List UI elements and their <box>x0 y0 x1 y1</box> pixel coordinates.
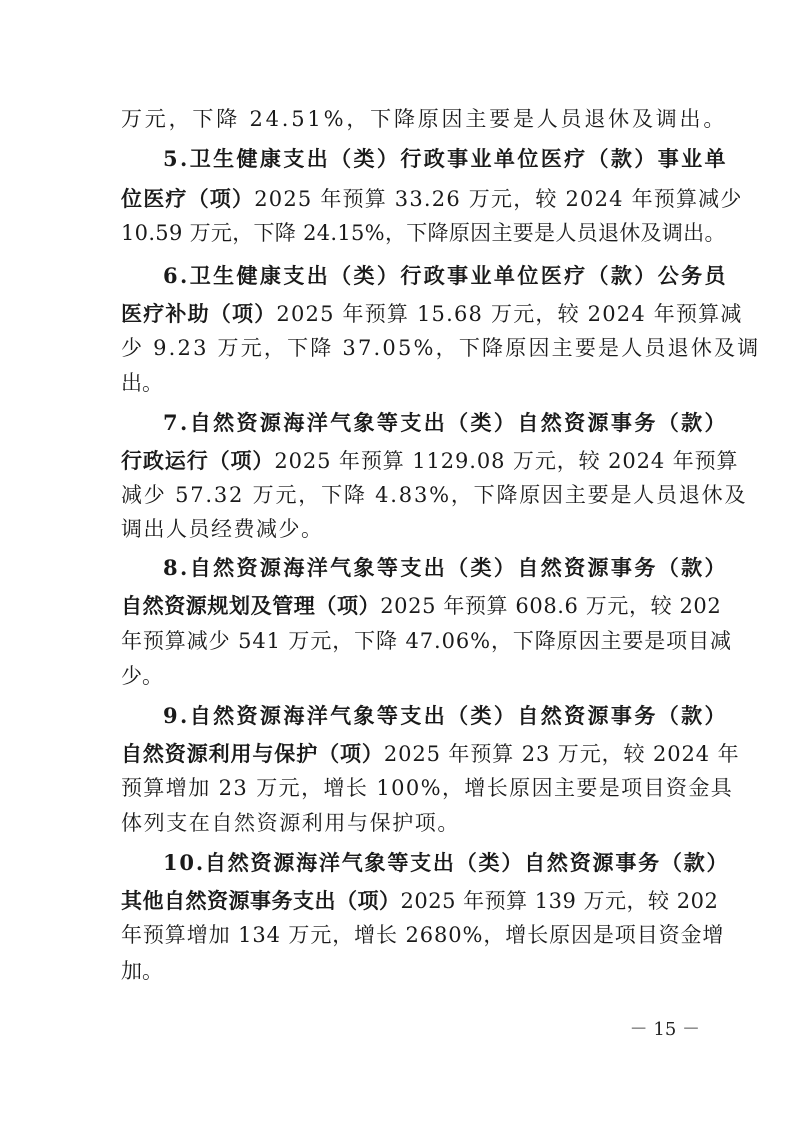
text-line <box>0 301 793 327</box>
line-text: 出。 <box>121 371 163 395</box>
text-line <box>0 410 793 436</box>
line-text: 调出人员经费减少。 <box>121 517 324 541</box>
line-text: 万元，下降 24.51%，下降原因主要是人员退休及调出。 <box>121 107 728 131</box>
line-text: 加。 <box>121 959 163 983</box>
line-text: 2025 年预算 608.6 万元，较 202 <box>380 594 722 618</box>
line-text: 10.59 万元，下降 24.15%，下降原因主要是人员退休及调出。 <box>121 221 726 245</box>
item-heading: 10.自然资源海洋气象等支出（类）自然资源事务（款） <box>163 850 730 875</box>
text-line <box>0 922 793 948</box>
text-line <box>0 370 793 396</box>
text-line <box>0 775 793 801</box>
text-line <box>0 106 793 132</box>
line-text: 2025 年预算 33.26 万元，较 2024 年预算减少 <box>254 187 743 211</box>
text-line <box>0 703 793 729</box>
text-line <box>0 663 793 689</box>
line-text: 体列支在自然资源利用与保护项。 <box>121 811 460 835</box>
text-line <box>0 593 793 619</box>
item-heading: 医疗补助（项） <box>121 301 277 326</box>
item-heading: 自然资源利用与保护（项） <box>121 741 384 766</box>
item-heading: 5.卫生健康支出（类）行政事业单位医疗（款）事业单 <box>163 146 728 171</box>
item-heading: 6.卫生健康支出（类）行政事业单位医疗（款）公务员 <box>163 263 728 288</box>
text-line <box>0 850 793 876</box>
text-line <box>0 263 793 289</box>
line-text: 年预算减少 541 万元，下降 47.06%，下降原因主要是项目减 <box>121 629 732 653</box>
line-text: 2025 年预算 23 万元，较 2024 年 <box>383 742 740 766</box>
item-heading: 其他自然资源事务支出（项） <box>121 888 401 913</box>
line-text: 2025 年预算 139 万元，较 202 <box>400 889 719 913</box>
text-line <box>0 516 793 542</box>
line-text: 少 9.23 万元，下降 37.05%，下降原因主要是人员退休及调 <box>121 336 761 360</box>
text-line <box>0 628 793 654</box>
text-line <box>0 335 793 361</box>
line-text: 2025 年预算 1129.08 万元，较 2024 年预算 <box>274 449 739 473</box>
item-heading: 行政运行（项） <box>121 448 275 473</box>
text-line <box>0 555 793 581</box>
text-line <box>0 186 793 212</box>
line-text: 年预算增加 134 万元，增长 2680%，增长原因是项目资金增 <box>121 923 725 947</box>
text-line <box>0 741 793 767</box>
line-text: 减少 57.32 万元，下降 4.83%，下降原因主要是人员退休及 <box>121 483 748 507</box>
text-line <box>0 146 793 172</box>
text-line <box>0 448 793 474</box>
text-line <box>0 958 793 984</box>
page-number: － 15 － <box>629 1019 700 1040</box>
text-line <box>0 482 793 508</box>
item-heading: 9.自然资源海洋气象等支出（类）自然资源事务（款） <box>163 703 728 728</box>
item-heading: 自然资源规划及管理（项） <box>121 593 381 618</box>
text-line <box>0 810 793 836</box>
item-heading: 7.自然资源海洋气象等支出（类）自然资源事务（款） <box>163 410 728 435</box>
line-text: 2025 年预算 15.68 万元，较 2024 年预算减 <box>276 302 743 326</box>
item-heading: 位医疗（项） <box>121 186 255 211</box>
line-text: 预算增加 23 万元，增长 100%，增长原因主要是项目资金具 <box>121 776 734 800</box>
text-line <box>0 220 793 246</box>
text-line <box>0 888 793 914</box>
item-heading: 8.自然资源海洋气象等支出（类）自然资源事务（款） <box>163 555 728 580</box>
line-text: 少。 <box>121 664 163 688</box>
